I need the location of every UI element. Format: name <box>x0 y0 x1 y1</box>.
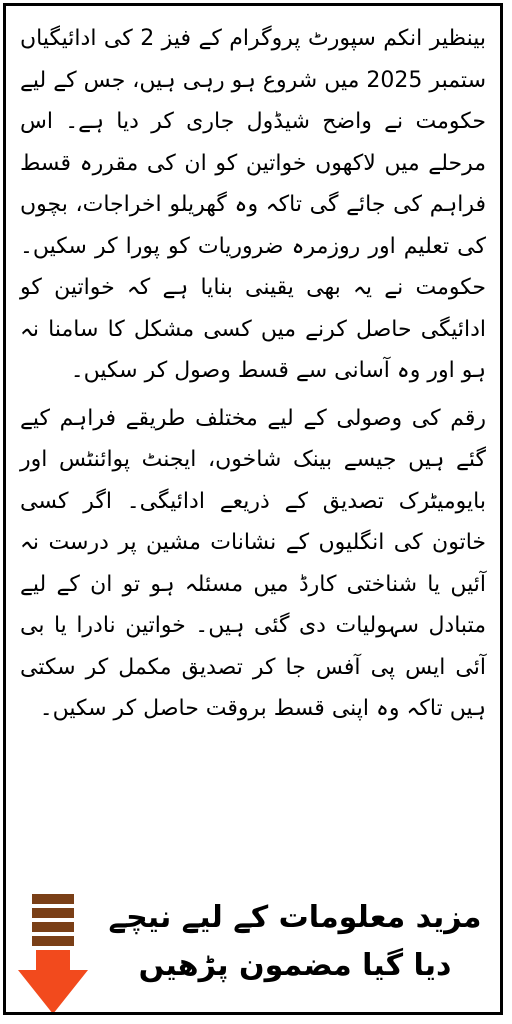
read-more-text <box>98 894 492 990</box>
arrow-stripe <box>32 908 74 918</box>
read-more-line-2: دیا گیا مضمون پڑھیں <box>138 948 452 983</box>
arrow-stripe <box>32 922 74 932</box>
article-paragraph-2: رقم کی وصولی کے لیے مختلف طریقے فراہم کیے گئے ہیں جیسے بینک شاخوں، ایجنٹ پوائنٹس اور بایومیٹرک تصدیق کے ذریعے ادائیگی۔ اگر کسی خاتون کی انگلیوں کے نشانات مشین پر درست نہ آئیں یا شناختی کارڈ میں مسئلہ ہو تو ان کے لیے متبادل سہولیات دی گئی ہیں۔ خواتین نادرا یا بی آئی ایس پی آفس جا کر تصدیق مکمل کر سکتی ہیں تاکہ وہ اپنی قسط بروقت حاصل کر سکیں۔ <box>20 405 486 721</box>
arrow-stripe <box>32 894 74 904</box>
arrow-shaft <box>36 950 70 972</box>
article-paragraph-1: بینظیر انکم سپورٹ پروگرام کے فیز 2 کی ادائیگیاں ستمبر 2025 میں شروع ہو رہی ہیں، جس کے لیے حکومت نے واضح شیڈول جاری کر دیا ہے۔ اس مرحلے میں لاکھوں خواتین کو ان کی مقررہ قسط فراہم کی جائے گی تاکہ وہ گھریلو اخراجات، بچوں کی تعلیم اور روزمرہ ضروریات کو پورا کر سکیں۔ حکومت نے یہ بھی یقینی بنایا ہے کہ خواتین کو ادائیگی حاصل کرنے میں کسی مشکل کا سامنا نہ ہو اور وہ آسانی سے قسط وصول کر سکیں۔ <box>20 26 486 383</box>
arrow-stripe <box>32 936 74 946</box>
arrow-head <box>18 970 88 1014</box>
read-more-banner[interactable] <box>6 884 500 1014</box>
read-more-line-1: مزید معلومات کے لیے نیچے <box>108 900 482 935</box>
article-frame <box>3 3 503 1015</box>
down-arrow-icon <box>18 894 88 1014</box>
article-body <box>20 18 486 730</box>
